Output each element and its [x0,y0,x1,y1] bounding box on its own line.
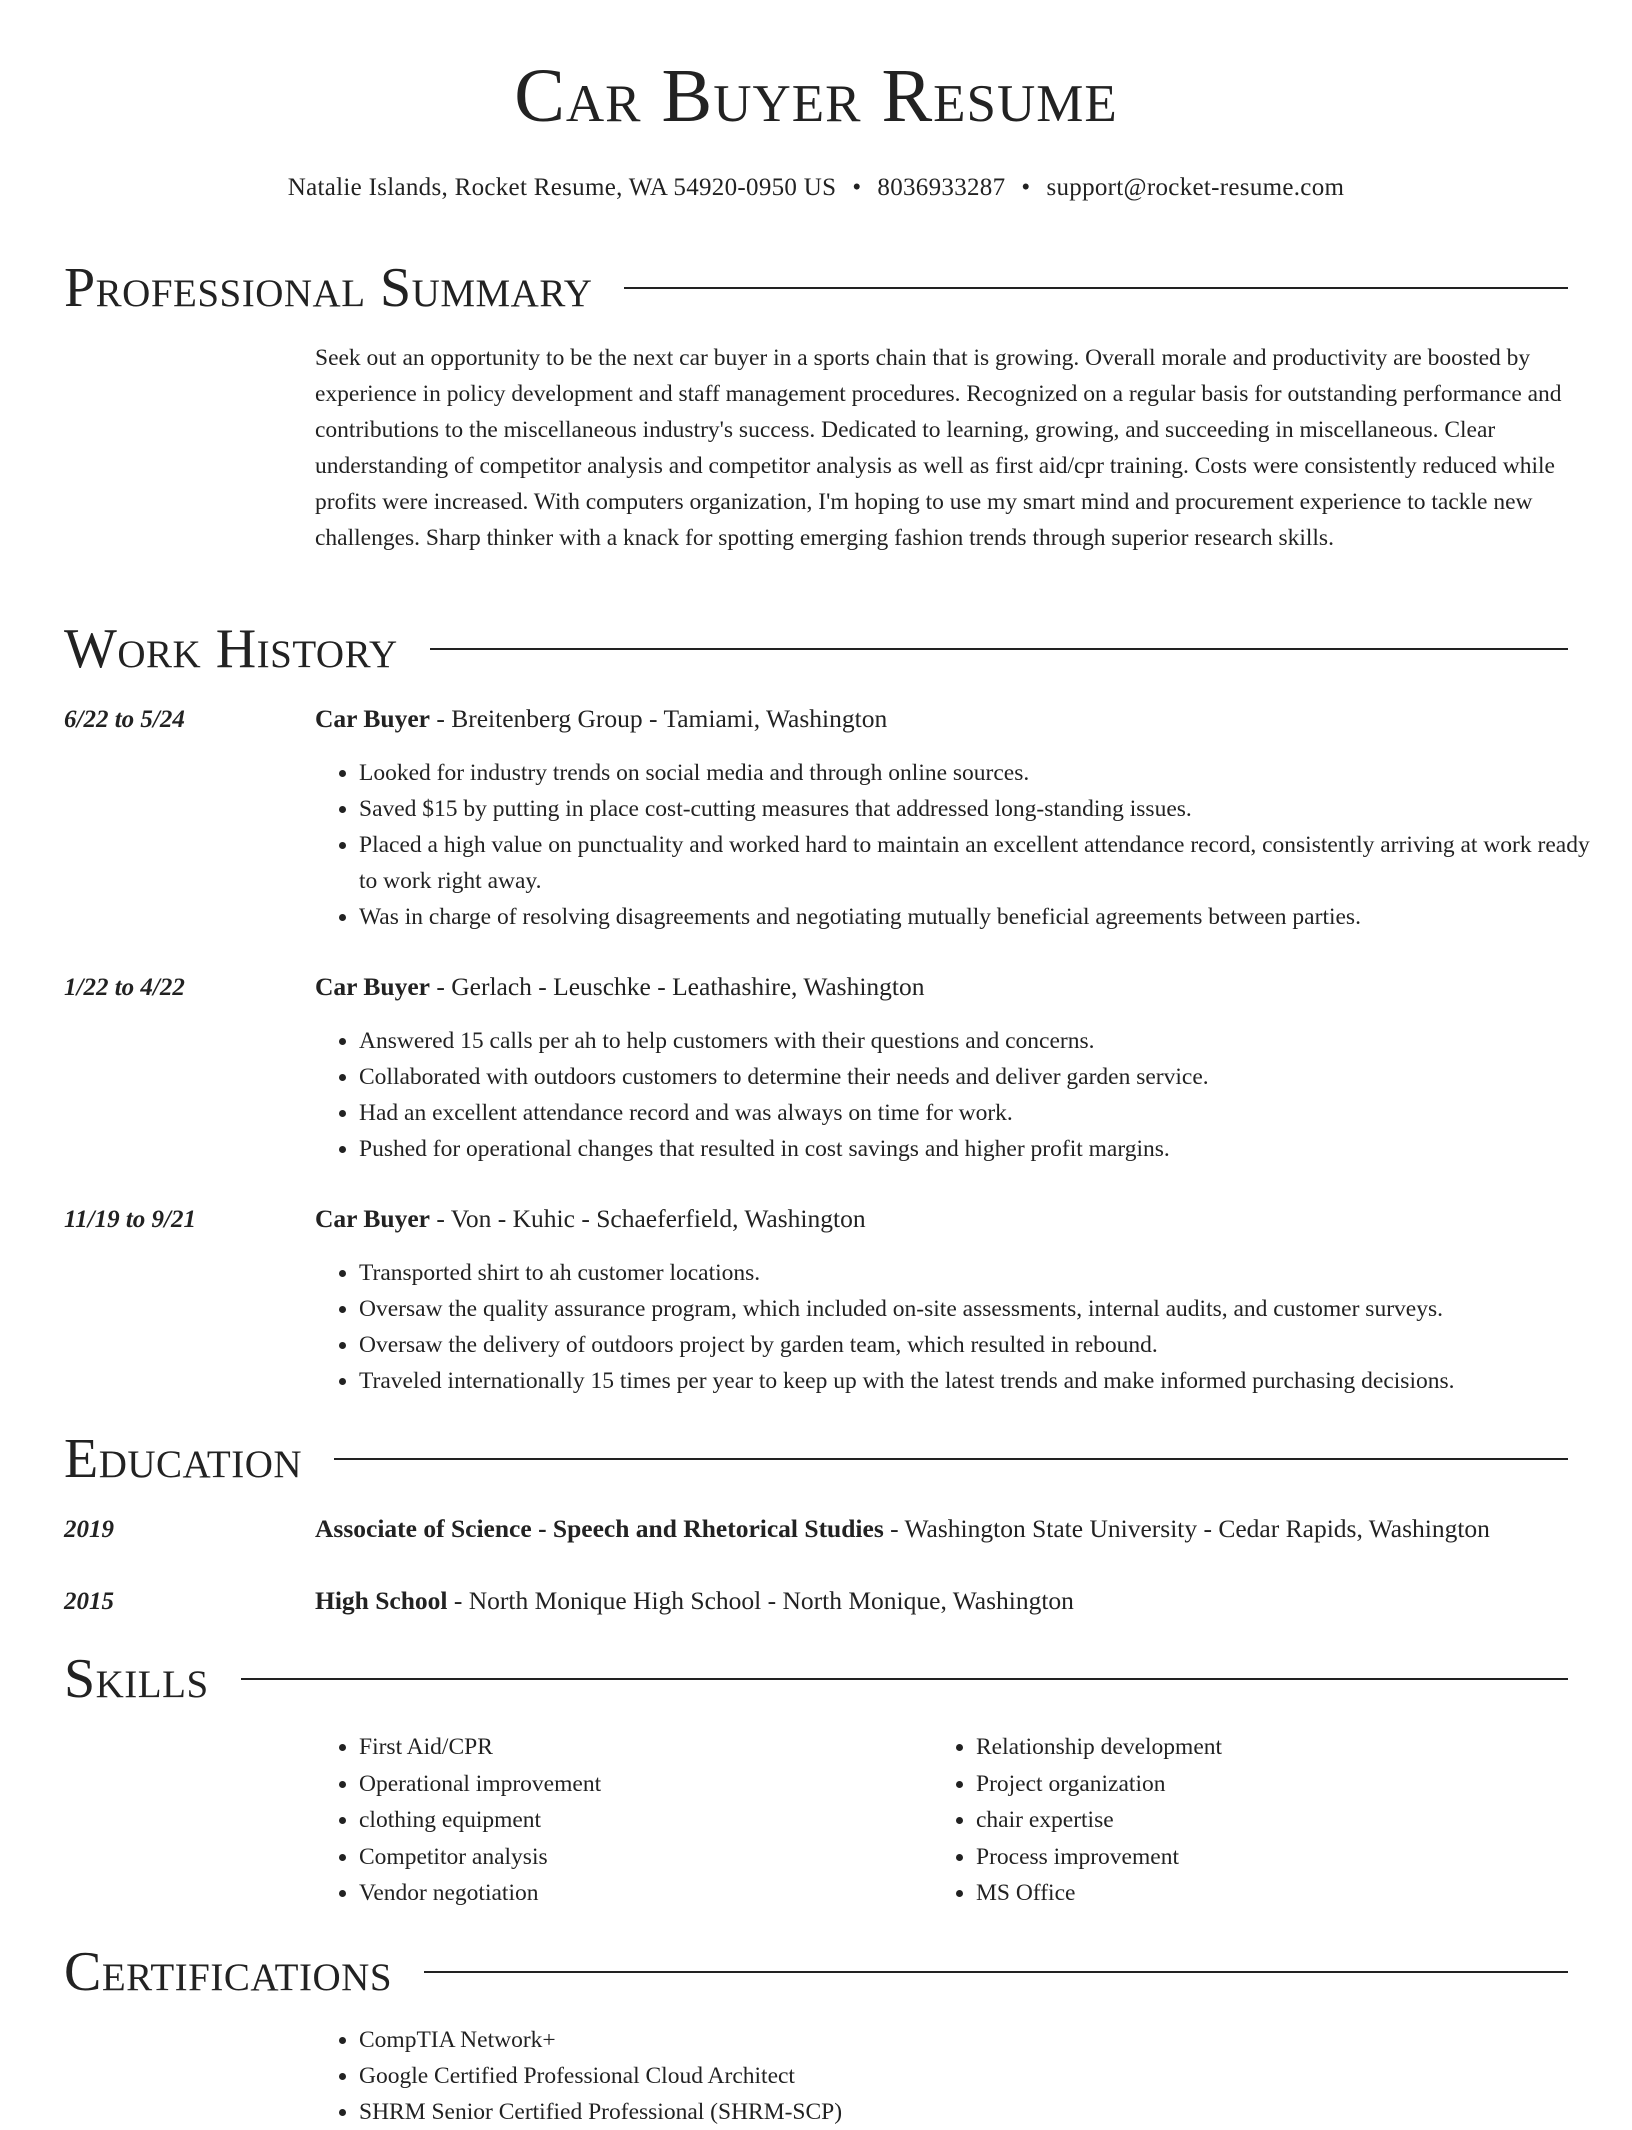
job-dates: 6/22 to 5/24 [64,706,185,733]
job-title: Car Buyer [315,972,430,1001]
job-title: Car Buyer [315,704,430,733]
education-degree: Associate of Science - Speech and Rhetorical Studies [315,1514,884,1543]
section-divider [334,1458,1568,1460]
job-bullet: • Transported shirt to ah customer locations. [359,1255,1612,1291]
job-employer: - Von - Kuhic - Schaeferfield, Washington [429,1204,866,1233]
section-divider [430,648,1568,650]
skills-list-left [315,1729,919,1912]
skill-item: • First Aid/CPR [359,1729,919,1766]
resume-title: Car Buyer Resume [514,54,1118,138]
summary-heading: Professional Summary [64,257,593,319]
education-school: - North Monique High School - North Monique, Washington [447,1586,1074,1615]
skill-item: • Project organization [976,1766,1536,1803]
skill-item: • MS Office [976,1875,1536,1912]
certifications-list [315,2022,1612,2130]
skill-item: • Competitor analysis [359,1839,919,1876]
job-bullet-list [315,755,1612,935]
job-bullet: • Pushed for operational changes that resulted in cost savings and higher profit margins. [359,1131,1612,1167]
education-year: 2015 [64,1588,114,1615]
section-divider [241,1678,1568,1680]
certifications-section-header [64,1941,1568,2003]
job-header [315,974,925,1000]
education-year: 2019 [64,1516,114,1543]
skills-list-right [932,1729,1536,1912]
job-bullet: • Answered 15 calls per ah to help customers with their questions and concerns. [359,1023,1612,1059]
contact-separator: • [852,174,862,201]
skills-heading: Skills [64,1648,209,1710]
contact-line [0,175,1632,200]
summary-text: Seek out an opportunity to be the next car buyer in a sports chain that is growing. Overall morale and productivity are boosted by experience in policy development and staff management procedures. Recognized on a regular basis for outstanding performance and contributions to the miscellaneous industry's success. Dedicated to learning, growing, and succeeding in miscellaneous. Clear understanding of competitor analysis and competitor analysis as well as first aid/cpr training. Costs were consistently reduced while profits were increased. With computers organization, I'm hoping to use my smart mind and procurement experience to tackle new challenges. Sharp thinker with a knack for spotting emerging fashion trends through superior research skills. [315,345,1562,551]
work-heading: Work History [64,618,398,680]
skill-item: • Process improvement [976,1839,1536,1876]
section-divider [624,287,1568,289]
job-employer: - Gerlach - Leuschke - Leathashire, Washington [429,972,925,1001]
job-bullet: • Had an excellent attendance record and was always on time for work. [359,1095,1612,1131]
skill-item: • chair expertise [976,1802,1536,1839]
contact-email: support@rocket-resume.com [1046,174,1345,201]
job-header [315,706,887,732]
certifications-heading: Certifications [64,1941,393,2003]
certification-item: • CompTIA Network+ [359,2022,1612,2058]
summary-section-header [64,257,1568,319]
job-bullet: • Oversaw the quality assurance program, which included on-site assessments, internal audits, and customer surveys. [359,1291,1612,1327]
skill-item: • Vendor negotiation [359,1875,919,1912]
skills-section-header [64,1648,1568,1710]
contact-separator: • [1021,174,1031,201]
section-divider [424,1971,1568,1973]
job-bullet: • Traveled internationally 15 times per year to keep up with the latest trends and make informed purchasing decisions. [359,1363,1612,1399]
contact-phone: 8036933287 [877,174,1006,201]
education-heading: Education [64,1428,303,1490]
skill-item: • Relationship development [976,1729,1536,1766]
skill-item: • clothing equipment [359,1802,919,1839]
certification-item: • SHRM Senior Certified Professional (SHRM-SCP) [359,2094,1612,2130]
job-bullet: • Saved $15 by putting in place cost-cutting measures that addressed long-standing issues. [359,791,1612,827]
job-bullet: • Placed a high value on punctuality and worked hard to maintain an excellent attendance record, consistently arriving at work ready to work right away. [359,827,1612,899]
certification-item: • Google Certified Professional Cloud Architect [359,2058,1612,2094]
education-degree: High School [315,1586,448,1615]
job-header [315,1206,866,1232]
job-bullet: • Collaborated with outdoors customers to determine their needs and deliver garden service. [359,1059,1612,1095]
job-dates: 11/19 to 9/21 [64,1206,196,1233]
contact-address: Natalie Islands, Rocket Resume, WA 54920-0950 US [287,174,837,201]
education-entry [315,1588,1074,1614]
education-school: - Washington State University - Cedar Rapids, Washington [883,1514,1490,1543]
job-bullet: • Oversaw the delivery of outdoors project by garden team, which resulted in rebound. [359,1327,1612,1363]
job-bullet-list [315,1255,1612,1399]
job-bullet: • Was in charge of resolving disagreements and negotiating mutually beneficial agreements between parties. [359,899,1612,935]
job-bullet: • Looked for industry trends on social media and through online sources. [359,755,1612,791]
skill-item: • Operational improvement [359,1766,919,1803]
job-employer: - Breitenberg Group - Tamiami, Washington [429,704,888,733]
education-section-header [64,1428,1568,1490]
job-bullet-list [315,1023,1612,1167]
job-dates: 1/22 to 4/22 [64,974,185,1001]
work-section-header [64,618,1568,680]
education-entry [315,1516,1490,1542]
job-title: Car Buyer [315,1204,430,1233]
